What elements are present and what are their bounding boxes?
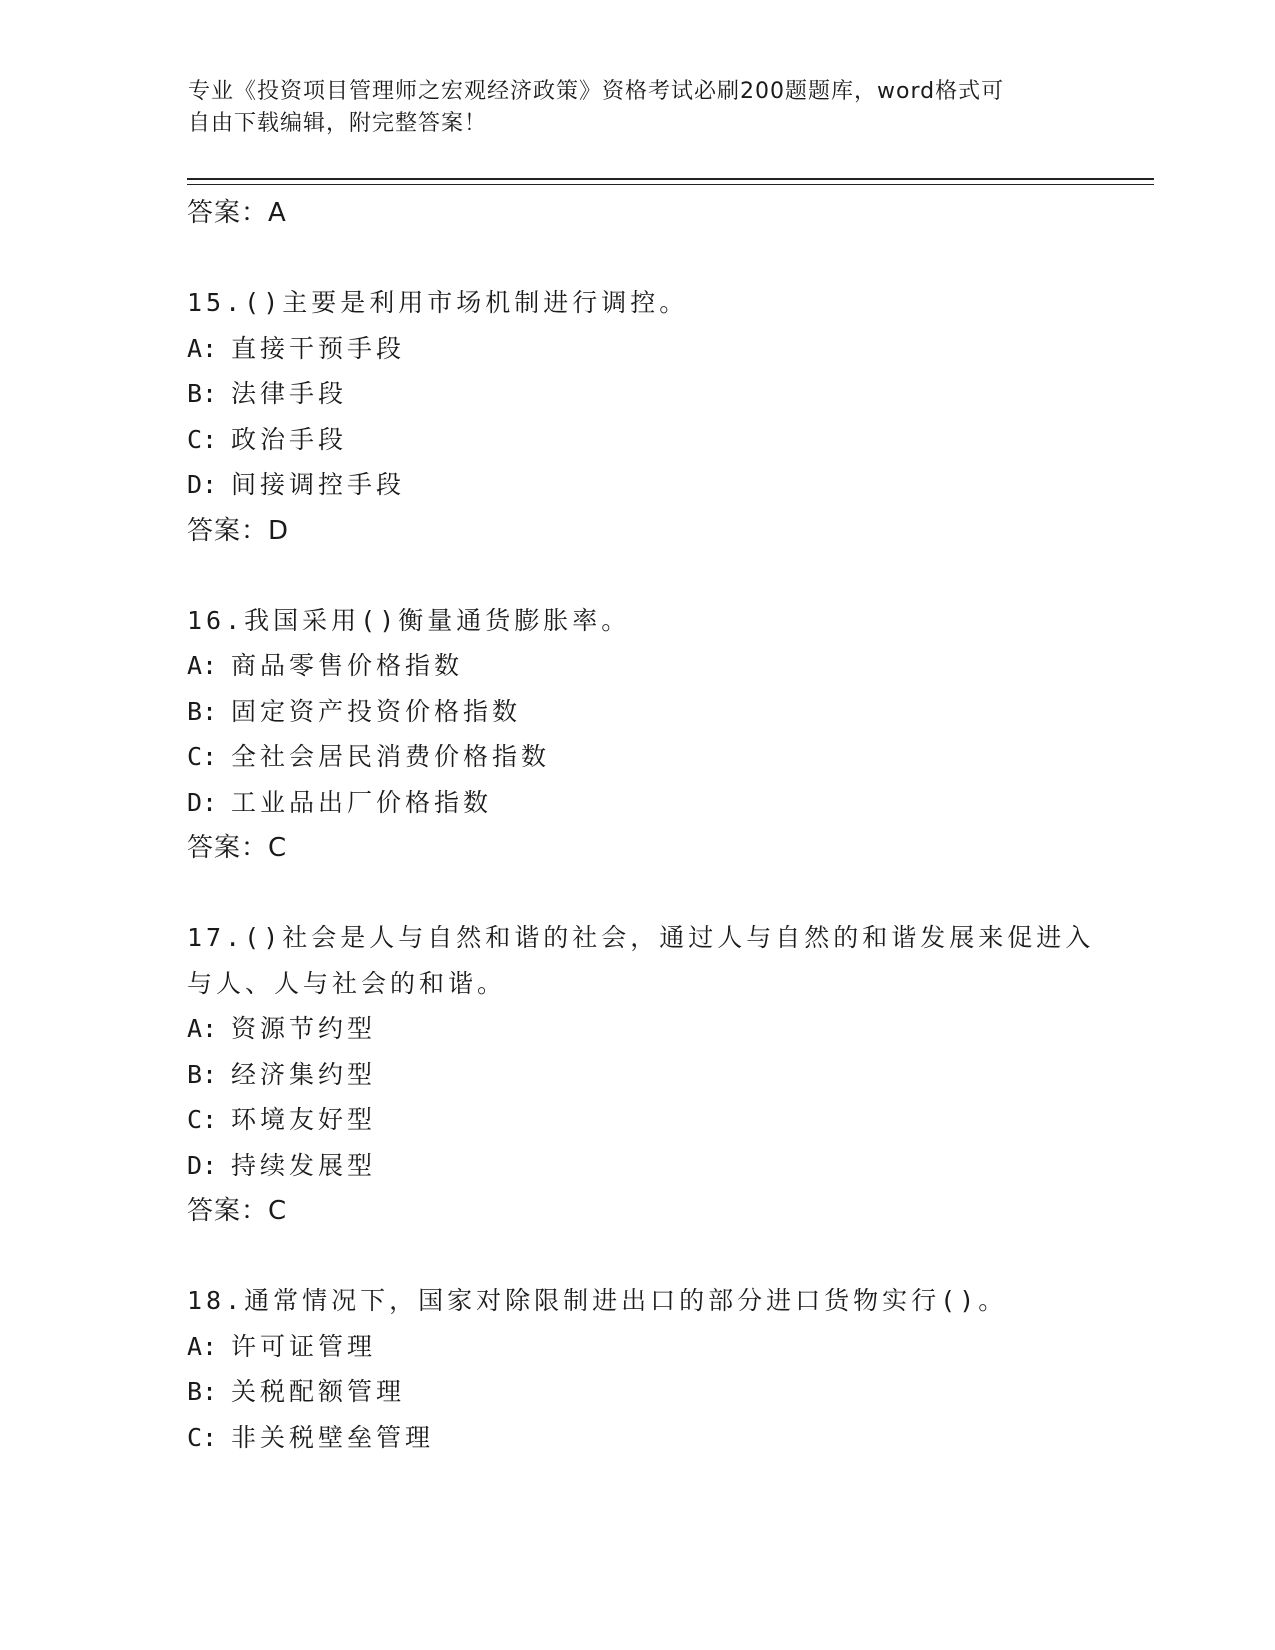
option-key: D: [187,470,218,499]
option-text: 经济集约型 [231,1059,377,1089]
option-text: 固定资产投资价格指数 [231,696,522,726]
option-d [187,1143,1107,1189]
question-stem [187,1278,1107,1324]
document-header [188,76,1068,140]
option-text: 工业品出厂价格指数 [231,787,493,817]
option-key: C: [187,1422,218,1452]
option-key: A: [187,651,218,680]
option-b [187,689,1107,735]
question-block [187,598,1107,872]
question-block [187,915,1107,1234]
question-block [187,1278,1107,1460]
question-stem [187,915,1107,1006]
option-b [187,1369,1107,1415]
option-key: B: [187,379,218,408]
question-stem-line: 16.我国采用()衡量通货膨胀率。 [187,605,631,635]
option-text: 法律手段 [231,379,348,408]
option-a [187,1324,1107,1370]
option-c [187,1097,1107,1143]
option-a [187,326,1107,372]
option-text: 政治手段 [231,424,348,454]
option-key: C: [187,424,218,454]
option-text: 商品零售价格指数 [231,651,464,680]
option-a [187,1006,1107,1052]
question-block [187,280,1107,554]
option-d [187,780,1107,826]
answer-line: 答案：D [187,515,290,546]
question-stem-line: 15.()主要是利用市场机制进行调控。 [187,288,689,317]
answer-line: 答案：C [187,1196,288,1226]
option-a [187,643,1107,689]
header-divider-thin [187,184,1154,185]
answer-line: 答案：C [187,833,288,863]
option-key: D: [187,787,218,817]
option-key: C: [187,742,218,771]
option-key: D: [187,1150,218,1180]
option-text: 全社会居民消费价格指数 [231,742,551,771]
option-text: 许可证管理 [231,1331,377,1361]
option-b [187,1052,1107,1098]
header-line-2: 自由下载编辑，附完整答案！ [188,111,488,136]
option-key: B: [187,1377,218,1406]
option-key: A: [187,1331,218,1361]
option-text: 间接调控手段 [231,470,406,499]
header-divider-thick [187,178,1154,180]
option-c [187,417,1107,463]
option-key: B: [187,1059,218,1089]
option-b [187,371,1107,417]
question-stem-line: 18.通常情况下，国家对除限制进出口的部分进口货物实行()。 [187,1286,1008,1315]
option-text: 持续发展型 [231,1150,377,1180]
question-list [187,190,1107,1460]
option-text: 环境友好型 [231,1105,377,1134]
option-text: 资源节约型 [231,1014,377,1043]
option-text: 关税配额管理 [231,1377,406,1406]
option-key: A: [187,1014,218,1043]
option-text: 非关税壁垒管理 [231,1422,435,1452]
question-stem-line: 17.()社会是人与自然和谐的社会，通过人与自然的和谐发展来促进入 [187,923,1095,952]
option-c [187,1415,1107,1461]
question-stem [187,598,1107,644]
option-key: B: [187,696,218,726]
option-d [187,462,1107,508]
question-stem [187,280,1107,326]
question-stem-line: 与人、人与社会的和谐。 [187,968,507,998]
option-text: 直接干预手段 [231,333,406,363]
header-line-1: 专业《投资项目管理师之宏观经济政策》资格考试必刷200题题库，word格式可 [188,79,1005,104]
option-c [187,734,1107,780]
option-key: C: [187,1105,218,1134]
option-key: A: [187,333,218,363]
answer-line: 答案：A [187,198,287,228]
